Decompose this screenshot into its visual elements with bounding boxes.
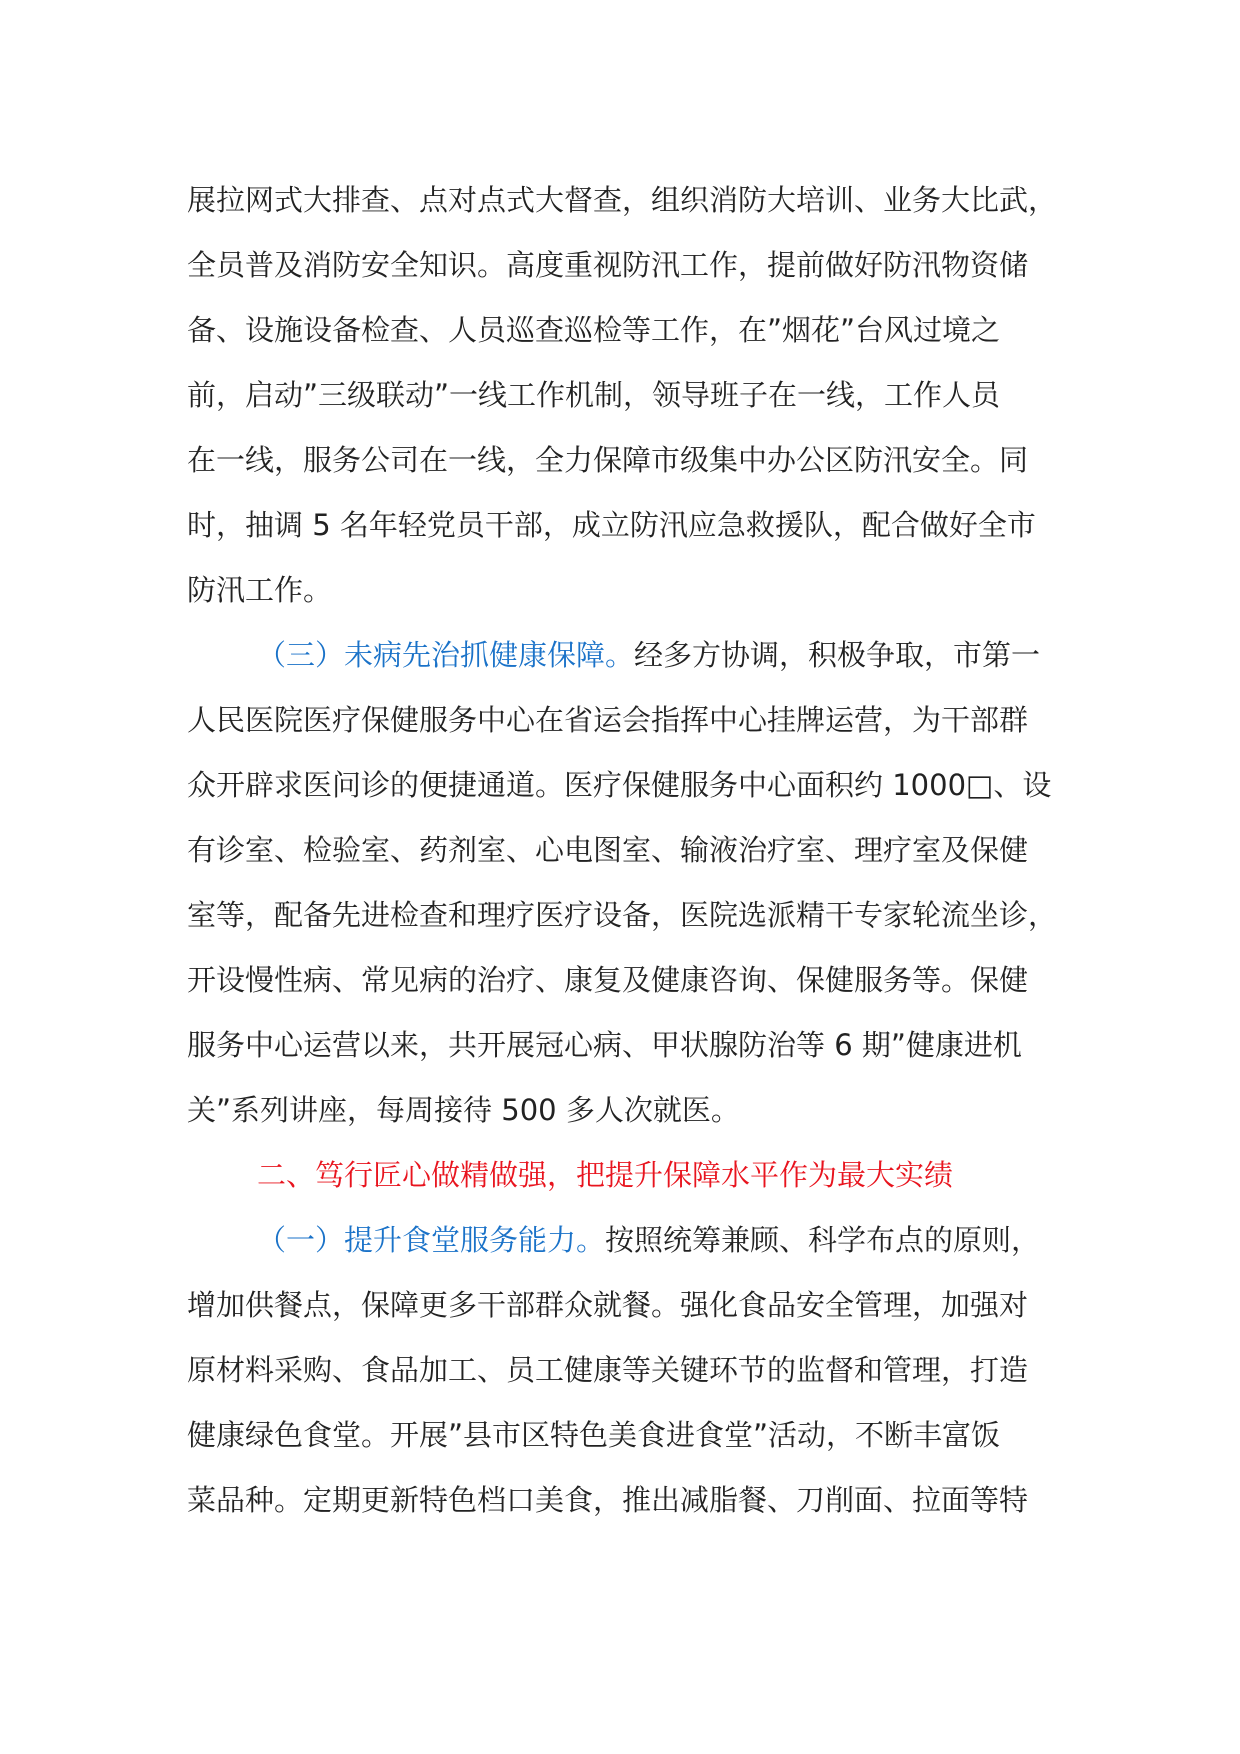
subsection-paragraph-start [187, 623, 1067, 688]
body-line: 展拉网式大排查、点对点式大督查，组织消防大培训、业务大比武， [187, 183, 1058, 217]
subsection-heading-health: （三）未病先治抓健康保障。 [257, 638, 635, 672]
body-line: 众开辟求医问诊的便捷通道。医疗保健服务中心面积约 1000□、设 [187, 768, 1052, 802]
body-line: 时，抽调 5 名年轻党员干部，成立防汛应急救援队，配合做好全市 [187, 508, 1036, 542]
body-line: 增加供餐点，保障更多干部群众就餐。强化食品安全管理，加强对 [187, 1288, 1029, 1322]
body-line: 前，启动”三级联动”一线工作机制，领导班子在一线，工作人员 [187, 378, 1001, 412]
body-line: 有诊室、检验室、药剂室、心电图室、输液治疗室、理疗室及保健 [187, 833, 1029, 867]
body-line: 备、设施设备检查、人员巡查巡检等工作，在”烟花”台风过境之 [187, 313, 1001, 347]
body-line: 全员普及消防安全知识。高度重视防汛工作，提前做好防汛物资储 [187, 248, 1029, 282]
body-line: 防汛工作。 [187, 573, 333, 607]
body-line: 室等，配备先进检查和理疗医疗设备，医院选派精干专家轮流坐诊， [187, 898, 1058, 932]
body-line: 健康绿色食堂。开展”县市区特色美食进食堂”活动，不断丰富饭 [187, 1418, 1001, 1452]
document-page [187, 168, 1067, 1533]
body-line: 服务中心运营以来，共开展冠心病、甲状腺防治等 6 期”健康进机 [187, 1028, 1022, 1062]
body-line: 经多方协调，积极争取，市第一 [634, 638, 1041, 672]
body-line: 人民医院医疗保健服务中心在省运会指挥中心挂牌运营，为干部群 [187, 703, 1029, 737]
body-line: 按照统筹兼顾、科学布点的原则， [605, 1223, 1041, 1257]
body-line: 原材料采购、食品加工、员工健康等关键环节的监督和管理，打造 [187, 1353, 1029, 1387]
subsection-heading-canteen: （一）提升食堂服务能力。 [257, 1223, 606, 1257]
body-line: 在一线，服务公司在一线，全力保障市级集中办公区防汛安全。同 [187, 443, 1029, 477]
body-line: 开设慢性病、常见病的治疗、康复及健康咨询、保健服务等。保健 [187, 963, 1029, 997]
section-heading: 二、笃行匠心做精做强，把提升保障水平作为最大实绩 [257, 1158, 954, 1192]
subsection-paragraph-start [187, 1208, 1067, 1273]
body-line: 菜品种。定期更新特色档口美食，推出减脂餐、刀削面、拉面等特 [187, 1483, 1029, 1517]
body-line: 关”系列讲座，每周接待 500 多人次就医。 [187, 1093, 740, 1127]
